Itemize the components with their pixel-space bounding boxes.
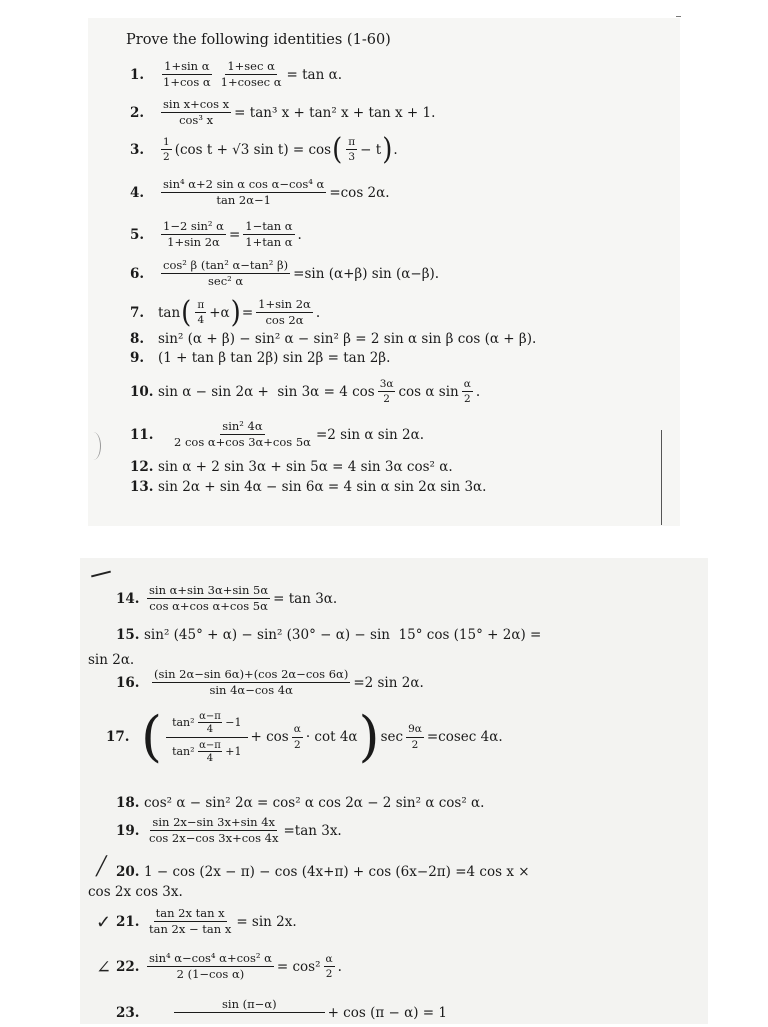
identity-number: 13. [130, 479, 154, 495]
identity-5: 5. $\frac{\text{1−2 sin² α}}{1+\sin 2\alpha}$ = $\frac{\text{1−tan α}}{\text{1+tan α}}$ . [130, 219, 302, 250]
identity-23 [116, 998, 447, 1027]
fraction: tan² $\frac{\alpha-\pi}{4}$ −1 tan² $\frac{\alpha-\pi}{4}$ +1 [166, 711, 247, 764]
identity-8 [130, 331, 536, 347]
identity-rhs: = tan α. [286, 66, 343, 83]
fraction: $\frac{\text{sin α+sin 3α+sin 5α}}{\text{cos α+cos α+cos 5α}}$ [149, 583, 269, 614]
identity-15 [116, 627, 541, 643]
identity-number: 22. [116, 958, 140, 975]
check-mark-icon: ╱ [96, 856, 107, 877]
identity-12 [130, 459, 453, 475]
identity-20-continuation: cos 2x cos 3x. [88, 884, 183, 900]
identity-body: tan [158, 304, 181, 321]
page-heading: Prove the following identities (1-60) [126, 32, 391, 48]
identity-body: 1 − cos (2x − π) − cos (4x+π) + cos (6x−2π) =4 cos x × [144, 864, 530, 880]
identity-body: cos² α − sin² 2α = cos² α cos 2α − 2 sin² α cos² α. [144, 795, 485, 811]
fraction: $\frac{\text{1+sec α}}{\text{1+cosec α}}$ [220, 59, 282, 90]
identity-body: sin² (α + β) − sin² α − sin² β = 2 sin α sin β cos (α + β). [158, 331, 537, 347]
scan-edge-line [661, 430, 662, 525]
bracket-mark [86, 432, 101, 460]
identity-number: 3. [130, 141, 145, 158]
fraction: $\frac{\pi}{3}$ [348, 136, 356, 164]
identity-number: 18. [116, 795, 140, 811]
identity-number: 9. [130, 350, 145, 366]
paren-right: ) [358, 705, 380, 768]
identity-rhs: =cosec 4α. [426, 729, 503, 745]
identity-7: 7. tan ( $\frac{\pi}{4}$ +α ) = $\frac{1+\sin 2\alpha}{\cos 2\alpha}$ . [130, 295, 321, 330]
identity-rhs: =2 sin α sin 2α. [315, 426, 425, 443]
scan-dash-mark [676, 16, 681, 17]
identity-body: sec [380, 729, 404, 745]
fraction: $\frac{3\alpha}{2}$ [379, 378, 394, 406]
identity-number: 15. [116, 627, 140, 643]
check-mark-icon: ∠ [96, 957, 112, 978]
fraction: $\frac{\text{1−2 sin² α}}{1+\sin 2\alpha}$ [163, 219, 224, 250]
identity-body: + cos [250, 729, 289, 745]
identity-rhs: =sin (α+β) sin (α−β). [293, 265, 440, 282]
identity-number: 5. [130, 226, 145, 243]
identity-number: 12. [130, 459, 154, 475]
identity-number: 1. [130, 66, 145, 83]
identity-11 [130, 420, 424, 449]
fraction: $\frac{\text{sin⁴ α−cos⁴ α+cos² α}}{\text{2 (1−cos α)}}$ [149, 951, 272, 982]
identity-9 [130, 350, 390, 366]
identity-number: 16. [116, 674, 140, 691]
identity-rhs: =cos 2α. [329, 184, 390, 201]
identity-body: sin α + 2 sin 3α + sin 5α = 4 sin 3α cos² α. [158, 459, 453, 475]
paren-right: ) [230, 295, 241, 330]
fraction: $\frac{\text{cos² β (tan² α−tan² β)}}{\text{sec² α}}$ [163, 258, 289, 289]
identity-14 [116, 584, 337, 613]
fraction: $\frac{(\sin 2\alpha-\sin 6\alpha)+(\cos 2\alpha-\cos 6\alpha)}{\sin 4\alpha-\cos 4\alpha}$ [154, 667, 349, 698]
identity-number: 10. [130, 383, 154, 400]
identity-10: 10. sin α − sin 2α + sin 3α = 4 cos $\frac{3\alpha}{2}$ cos α sin $\frac{\alpha}{2}$ . [130, 378, 481, 406]
identity-20 [116, 864, 530, 880]
identity-4 [130, 178, 390, 207]
identity-body: (1 + tan β tan 2β) sin 2β = tan 2β. [158, 350, 391, 366]
identity-number: 14. [116, 590, 140, 607]
paren-left: ( [141, 705, 163, 768]
identity-number: 8. [130, 331, 145, 347]
identity-body: · cot 4α [305, 729, 358, 745]
fraction: $\frac{\text{1+sin α}}{\text{1+cos α}}$ [163, 59, 211, 90]
paren-left: ( [181, 295, 192, 330]
paren-right: ) [382, 132, 393, 167]
fraction: $\frac{\text{sin x+cos x}}{\text{cos³ x}}$ [163, 97, 230, 128]
identity-number: 17. [106, 729, 130, 745]
check-mark-icon: ✓ [96, 912, 112, 933]
identity-2 [130, 98, 435, 127]
identity-body: = cos² [276, 958, 321, 975]
identity-rhs: = tan³ x + tan² x + tan x + 1. [234, 104, 436, 121]
identity-21 [116, 907, 297, 936]
identity-number: 6. [130, 265, 145, 282]
identity-rhs: =tan 3x. [283, 822, 342, 839]
fraction: $\frac{\alpha}{2}$ [293, 723, 301, 751]
identity-body: cos α sin [398, 383, 459, 400]
identity-body: sin² (45° + α) − sin² (30° − α) − sin 15° cos (15° + 2α) = [144, 627, 542, 643]
identity-number: 4. [130, 184, 145, 201]
identity-number: 7. [130, 304, 145, 321]
fraction: $\frac{\alpha}{2}$ [463, 378, 471, 406]
identity-3: 3. $\frac{1}{2}$ (cos t + √3 sin t) = cos ( $\frac{\pi}{3}$ − t ) . [130, 132, 398, 167]
identity-16 [116, 668, 424, 697]
identity-number: 2. [130, 104, 145, 121]
identity-body: (cos t + √3 sin t) = cos [174, 141, 332, 158]
identity-rhs: = sin 2x. [236, 913, 297, 930]
identity-rhs: + cos (π − α) = 1 [327, 1004, 447, 1021]
fraction: $\frac{\sin 2x-\sin 3x+\sin 4x}{\cos 2x-\cos 3x+\cos 4x}$ [149, 815, 279, 846]
identity-rhs: =2 sin 2α. [353, 674, 424, 691]
fraction: sin (π−α) [174, 998, 325, 1027]
identity-15-continuation: sin 2α. [88, 652, 135, 668]
fraction: $\frac{\pi}{4}$ [197, 299, 205, 327]
fraction: $\frac{\alpha}{2}$ [325, 953, 333, 981]
fraction: $\frac{\text{sin⁴ α+2 sin α cos α−cos⁴ α}}{\tan 2\alpha-1}$ [163, 177, 325, 208]
fraction: $\frac{\text{sin² 4α}}{\text{2 cos α+cos 3α+cos 5α}}$ [174, 419, 311, 450]
fraction: $\frac{\text{1−tan α}}{\text{1+tan α}}$ [245, 219, 293, 250]
fraction: $\frac{1+\sin 2\alpha}{\cos 2\alpha}$ [258, 297, 311, 328]
identity-number: 21. [116, 913, 140, 930]
identity-1 [130, 60, 342, 89]
identity-body: sin 2α + sin 4α − sin 6α = 4 sin α sin 2α sin 3α. [158, 479, 487, 495]
identity-body: sin α − sin 2α + sin 3α = 4 cos [158, 383, 375, 400]
identity-13 [130, 479, 486, 495]
identity-6 [130, 259, 439, 288]
identity-22: 22. $\frac{\text{sin⁴ α−cos⁴ α+cos² α}}{\text{2 (1−cos α)}}$ = cos² $\frac{\alpha}{2}$ . [116, 951, 342, 982]
identity-19 [116, 816, 342, 845]
identity-number: 20. [116, 864, 140, 880]
fraction: $\frac{1}{2}$ [163, 136, 170, 164]
identity-body: − t [360, 141, 382, 158]
identity-number: 11. [130, 426, 154, 443]
identity-18 [116, 795, 484, 811]
paren-left: ( [332, 132, 343, 167]
identity-17 [106, 705, 503, 768]
identity-number: 19. [116, 822, 140, 839]
identity-number: 23. [116, 1004, 140, 1021]
identity-rhs: = tan 3α. [273, 590, 338, 607]
identity-body: +α [209, 304, 230, 321]
fraction: $\frac{\text{tan 2x tan x}}{\text{tan 2x − tan x}}$ [149, 906, 232, 937]
fraction: $\frac{9\alpha}{2}$ [408, 723, 422, 751]
